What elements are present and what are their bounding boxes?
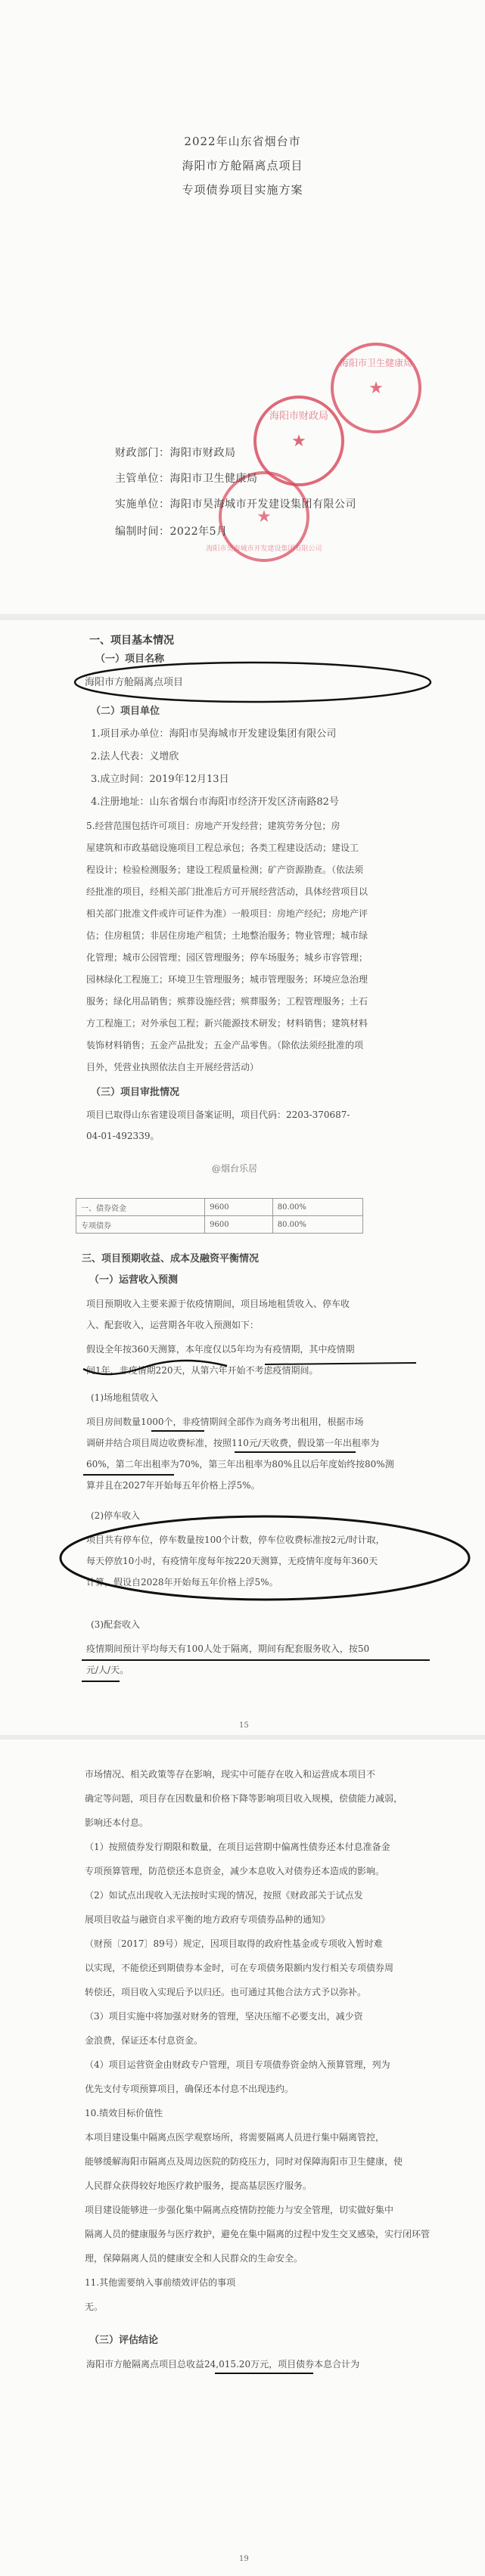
approval-line-2: 04-01-492339。 [86, 1131, 160, 1141]
svg-text:★: ★ [291, 432, 306, 451]
page-number: 15 [239, 1721, 249, 1730]
page-number: 19 [239, 2555, 249, 2563]
approval-line-1: 项目已取得山东省建设项目备案证明，项目代码：2203-370687- [86, 1110, 350, 1120]
svg-text:★: ★ [368, 379, 384, 398]
unit-item-4: 4.注册地址：山东省烟台市海阳市经济开发区济南路82号 [91, 796, 339, 808]
intro-line-2: 入、配套收入，运营期各年收入预测如下： [86, 1320, 260, 1330]
risk-line: 确定等问题，项目存在因数量和价格下降等影响项目收入规模，偿债能力减弱， [85, 1793, 403, 1804]
risk-line: 金浪费，保证还本付息资金。 [85, 2035, 204, 2046]
risk-line: 本项目建设集中隔离点医学观察场所，将需要隔离人员进行集中隔离管控， [85, 2132, 385, 2143]
svg-text:海阳市卫生健康局: 海阳市卫生健康局 [339, 358, 413, 368]
scope-line: 屋建筑和市政基础设施项目工程总承包；各类工程建设活动；建设工 [86, 843, 359, 853]
support-head: (3)配套收入 [91, 1619, 140, 1630]
fund-table [76, 1198, 363, 1234]
section1-sub1: （一）项目名称 [95, 653, 165, 665]
competent-unit: 主管单位：海阳市卫生健康局 [115, 473, 258, 485]
parking-line-3: 计算，假设自2028年开始每五年价格上浮5%。 [86, 1577, 278, 1587]
parking-head: (2)停车收入 [91, 1510, 140, 1521]
scope-line: 程设计；检验检测服务；建设工程质量检测；矿产资源勘查。（依法须 [86, 864, 364, 875]
scope-line: 化管理；城市公园管理；园区管理服务；停车场服务；城乡市容管理； [86, 952, 368, 963]
risk-line: 优先支付专项预算项目，确保还本付息不出现违约。 [85, 2084, 294, 2094]
intro-line-4: 间1年，非疫情期220天，从第六年开始不考虑疫情期间。 [86, 1365, 319, 1376]
unit-item-2: 2.法人代表：义增欣 [91, 751, 179, 762]
rental-line-1: 项目房间数量1000个，非疫情期间全部作为商务考出租用，根据市场 [86, 1417, 364, 1427]
table-row [76, 1199, 363, 1216]
table-cell: 一、债券资金 [76, 1199, 205, 1216]
cover-title-line1: 2022年山东省烟台市 [184, 135, 301, 148]
business-scope [86, 815, 442, 1079]
risk-block [85, 1762, 448, 2319]
table-cell: 80.00% [272, 1199, 362, 1216]
section1-heading: 一、项目基本情况 [89, 635, 174, 647]
svg-text:海阳市昊海城市开发建设集团有限公司: 海阳市昊海城市开发建设集团有限公司 [206, 545, 322, 553]
scope-line: 相关部门批准文件或许可证件为准）一般项目：房地产经纪；房地产评 [86, 908, 368, 919]
risk-line: 11.其他需要纳入事前绩效评估的事项 [85, 2277, 236, 2288]
risk-line: 无。 [85, 2301, 104, 2312]
risk-line: （2）如试点出现收入无法按时实现的情况，按照《财政部关于试点发 [85, 1890, 363, 1901]
page-divider [0, 614, 485, 620]
health-bureau-stamp [327, 339, 425, 440]
finance-dept: 财政部门：海阳市财政局 [115, 447, 236, 459]
risk-line: 10.绩效目标价值性 [85, 2108, 163, 2118]
risk-line: 隔离人员的健康服务与医疗救护，避免在集中隔离的过程中发生交叉感染，实行闭环管 [85, 2229, 431, 2239]
eval-head: （三）评估结论 [89, 2335, 159, 2346]
cover-title-line3: 专项债券项目实施方案 [182, 183, 303, 197]
rental-line-2: 调研并结合项目周边收费标准，按照110元/天收费，假设第一年出租率为 [86, 1438, 379, 1448]
table-cell: 80.00% [272, 1216, 362, 1234]
unit-item-3: 3.成立时间：2019年12月13日 [91, 774, 229, 785]
section1-sub3: （三）项目审批情况 [91, 1087, 180, 1098]
risk-line: 以实现，不能偿还到期债券本金时，可在专项债务限额内发行相关专项债券周 [85, 1963, 394, 1973]
rental-head: (1)场地租赁收入 [91, 1392, 158, 1403]
intro-line-1: 项目预期收入主要来源于依疫情期间，项目场地租赁收入、停车收 [86, 1299, 350, 1309]
risk-line: （3）项目实施中将加强对财务的管理，坚决压缩不必要支出，减少资 [85, 2011, 363, 2022]
scope-line: 园林绿化工程施工；环境卫生管理服务；城市管理服务；环境应急治理 [86, 974, 368, 985]
section1-sub2: （二）项目单位 [91, 706, 160, 717]
risk-line: （财预〔2017〕89号）规定，因项目取得的政府性基金或专项收入暂时难 [85, 1938, 383, 1949]
risk-line: 转偿还，项目收入实现后予以归还。也可通过其他合法方式予以弥补。 [85, 1987, 367, 1997]
eval-line-1: 海阳市方舱隔离点项目总收益24,015.20万元，项目债券本息合计为 [86, 2359, 360, 2370]
risk-line: 专项预算管理，防范偿还本息资金，减少本息收入对债券还本造成的影响。 [85, 1866, 385, 1876]
cover-title-line2: 海阳市方舱隔离点项目 [182, 159, 303, 172]
scope-line: 方工程施工；对外承包工程；新兴能源技术研发；材料销售；建筑材料 [86, 1018, 368, 1029]
risk-line: 能够缓解海阳市隔离点及周边医院的防疫压力，同时对保障海阳市卫生健康，使 [85, 2156, 403, 2167]
table-cell: 9600 [205, 1216, 273, 1234]
risk-line: 人民群众获得较好地医疗救护服务，提高基层医疗服务。 [85, 2180, 312, 2191]
unit-item-1: 1.项目承办单位：海阳市昊海城市开发建设集团有限公司 [91, 728, 337, 740]
scope-line: 5.经营范围包括许可项目：房地产开发经营；建筑劳务分包；房 [86, 821, 340, 831]
svg-text:海阳市财政局: 海阳市财政局 [269, 411, 329, 422]
svg-text:★: ★ [256, 507, 272, 526]
risk-line: 影响还本付息。 [85, 1817, 149, 1828]
table-cell: 9600 [205, 1199, 273, 1216]
prep-time: 编制时间：2022年5月 [115, 526, 228, 538]
scope-line: 服务；绿化用品销售；殡葬设施经营；殡葬服务；工程管理服务；土石 [86, 996, 368, 1007]
scope-line: 装饰材料销售；五金产品批发；五金产品零售。（除依法须经批准的项 [86, 1040, 364, 1051]
scope-line: 目外，凭营业执照依法自主开展经营活动） [86, 1062, 260, 1072]
intro-line-3: 假设全年按360天测算，本年度仅以5年均为有疫情期，其中疫情期 [86, 1344, 355, 1355]
support-line-2: 元/人/天。 [86, 1665, 129, 1675]
risk-line: 市场情况、相关政策等存在影响，现实中可能存在收入和运营成本项目不 [85, 1769, 376, 1780]
section3-heading: 三、项目预期收益、成本及融资平衡情况 [82, 1253, 260, 1265]
table-row [76, 1216, 363, 1234]
rental-line-3: 60%，第二年出租率为70%，第三年出租率为80%且以后年度始终按80%测 [86, 1459, 394, 1470]
parking-line-1: 项目共有停车位，停车数量按100个计数，停车位收费标准按2元/时计取， [86, 1535, 385, 1545]
rental-line-4: 算并且在2027年开始每五年价格上浮5%。 [86, 1480, 260, 1491]
watermark: @烟台乐居 [212, 1163, 258, 1174]
table-cell: 专项债券 [76, 1216, 205, 1234]
risk-line: （1）按照债券发行期限和数量，在项目运营期中偏离性债券还本付息准备金 [85, 1842, 390, 1852]
section3-sub1: （一）运营收入预测 [89, 1274, 179, 1286]
project-name: 海阳市方舱隔离点项目 [85, 677, 184, 688]
scope-line: 估；住房租赁；非居住房地产租赁；土地整治服务；物业管理；城市绿 [86, 930, 368, 941]
support-line-1: 疫情期间预计平均每天有100人处于隔离，期间有配套服务收入，按50 [86, 1643, 370, 1654]
risk-line: 理，保障隔离人员的健康安全和人民群众的生命安全。 [85, 2253, 303, 2264]
implementing-unit: 实施单位：海阳市昊海城市开发建设集团有限公司 [115, 498, 356, 511]
risk-line: 项目建设能够进一步强化集中隔离点疫情防控能力与安全管理，切实做好集中 [85, 2205, 394, 2215]
risk-line: 展项目收益与融资自求平衡的地方政府专项债券品种的通知》 [85, 1914, 331, 1925]
risk-line: （4）项目运营资金由财政专户管理，项目专项债券资金纳入预算管理，列为 [85, 2059, 390, 2070]
scope-line: 经批准的项目，经相关部门批准后方可开展经营活动，具体经营项目以 [86, 886, 368, 897]
parking-line-2: 每天停放10小时，有疫情年度每年按220天测算，无疫情年度每年360天 [86, 1556, 378, 1566]
